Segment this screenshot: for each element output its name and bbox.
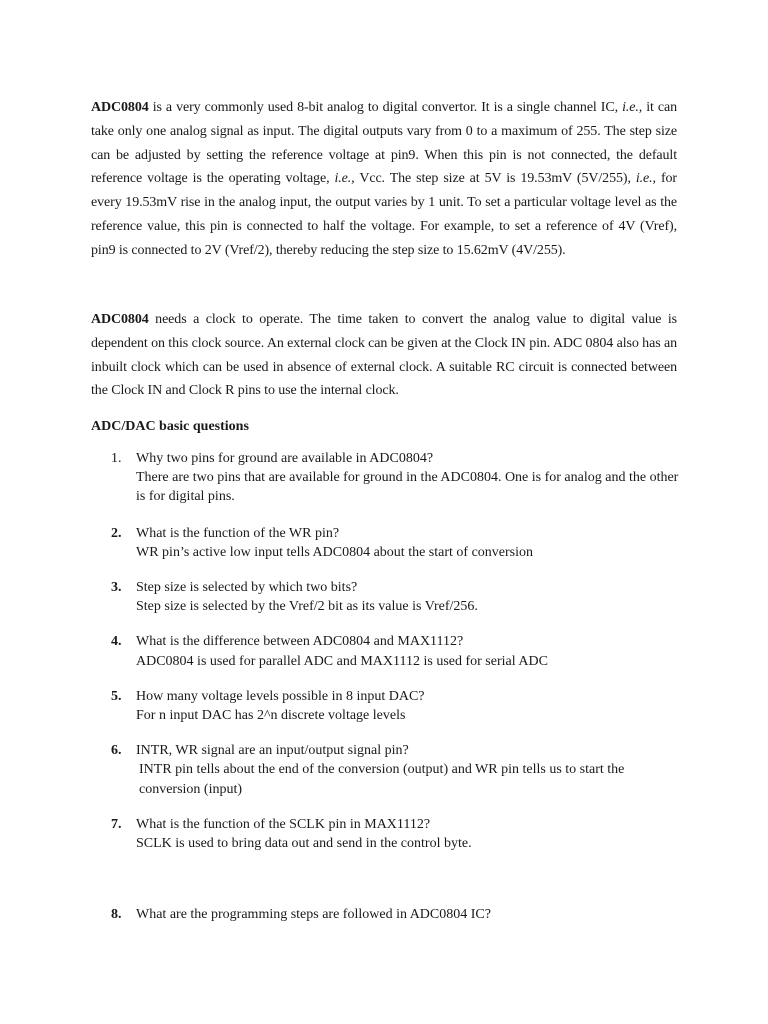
question-list: [91, 449, 681, 924]
question-text: How many voltage levels possible in 8 input DAC?: [136, 688, 425, 704]
answer-text: For n input DAC has 2^n discrete voltage levels: [136, 708, 406, 724]
answer-text: SCLK is used to bring data out and send in the control byte.: [136, 836, 472, 852]
term-adc0804: ADC0804: [91, 100, 149, 115]
question-number: 4.: [111, 634, 122, 650]
question-item-5: [91, 687, 681, 725]
question-text: What is the function of the WR pin?: [136, 525, 340, 541]
answer-text: Step size is selected by the Vref/2 bit as its value is Vref/256.: [136, 599, 478, 615]
ie-abbrev: i.e.,: [635, 171, 656, 187]
paragraph-text: is a very commonly used 8-bit analog to digital convertor. It is a single channel IC,: [148, 100, 623, 115]
answer-text: WR pin’s active low input tells ADC0804 about the start of conversion: [136, 544, 533, 560]
question-number: 5.: [111, 688, 122, 704]
paragraph-text: needs a clock to operate. The time taken to convert the analog value to digital value is dependent on this clock source. An external clock can be given at the Clock IN pin. ADC 0804 also has an inbuilt clock which can be used in absence of external clock. A suitable RC circuit is connected between the Clock IN and Clock R pins to use the internal clock.: [91, 312, 677, 399]
question-item-1: [91, 449, 681, 507]
question-item-7: [91, 815, 681, 853]
section-heading: ADC/DAC basic questions: [91, 419, 249, 434]
question-text: What are the programming steps are followed in ADC0804 IC?: [136, 907, 491, 923]
paragraph-text: it can take only one analog signal as input. The digital outputs vary from 0 to a maximum of 255. The step size can be adjusted by setting the reference voltage at pin9. When this pin is not connected, the default reference voltage is the operating voltage,: [91, 100, 678, 187]
clock-paragraph: [91, 308, 677, 403]
question-item-4: [91, 632, 681, 670]
intro-paragraph: [91, 96, 677, 263]
question-item-8: [91, 905, 681, 924]
question-text: Why two pins for ground are available in ADC0804?: [136, 451, 434, 466]
question-item-2: [91, 524, 681, 562]
question-item-6: [91, 741, 681, 799]
answer-text: There are two pins that are available for ground in the ADC0804. One is for analog and the other is for digital pins.: [136, 470, 679, 505]
question-number: 1.: [111, 451, 122, 466]
question-text: Step size is selected by which two bits?: [136, 580, 358, 596]
question-text: What is the function of the SCLK pin in MAX1112?: [136, 816, 431, 832]
question-number: 3.: [111, 580, 122, 596]
question-number: 6.: [111, 743, 122, 759]
question-item-3: [91, 578, 681, 616]
question-number: 8.: [111, 907, 122, 923]
paragraph-text: for every 19.53mV rise in the analog input, the output varies by 1 unit. To set a particular voltage level as the reference value, this pin is connected to half the voltage. For example, to set a reference of 4V (Vref), pin9 is connected to 2V (Vref/2), thereby reducing the step size to 15.62mV (4V/255).: [91, 171, 677, 258]
answer-text: INTR pin tells about the end of the conversion (output) and WR pin tells us to start the conversion (input): [139, 762, 625, 797]
ie-abbrev: i.e.,: [622, 100, 643, 115]
term-adc0804: ADC0804: [91, 312, 149, 327]
question-text: What is the difference between ADC0804 and MAX1112?: [136, 634, 464, 650]
ie-abbrev: i.e.,: [334, 171, 355, 187]
question-number: 2.: [111, 525, 122, 541]
question-number: 7.: [111, 816, 122, 832]
answer-text: ADC0804 is used for parallel ADC and MAX1112 is used for serial ADC: [136, 653, 548, 669]
question-text: INTR, WR signal are an input/output signal pin?: [136, 743, 409, 759]
paragraph-text: Vcc. The step size at 5V is 19.53mV (5V/255),: [354, 171, 636, 187]
